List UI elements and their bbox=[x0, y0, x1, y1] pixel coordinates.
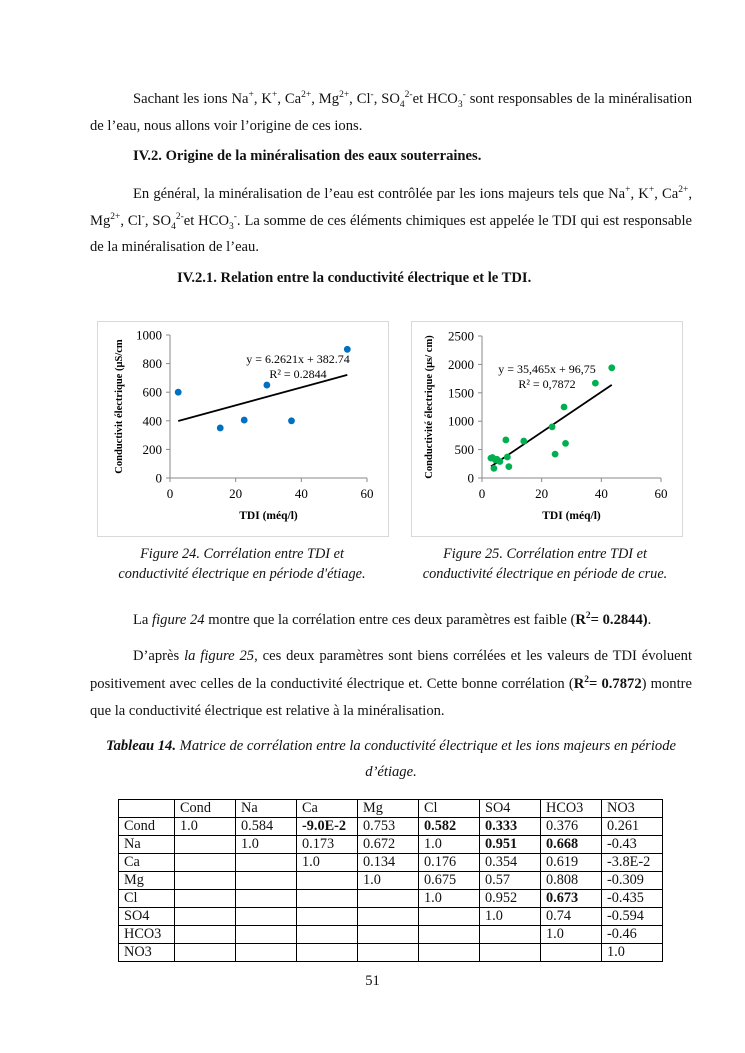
table-row bbox=[119, 890, 663, 908]
caption-line: conductivité électrique en période d'étiage. bbox=[118, 566, 366, 582]
table-cell: -0.594 bbox=[602, 908, 663, 926]
text-run: Tableau 14. bbox=[106, 738, 177, 754]
table-cell: 1.0 bbox=[480, 908, 541, 926]
data-point bbox=[552, 451, 559, 458]
table-row bbox=[119, 818, 663, 836]
x-tick-label: 40 bbox=[294, 486, 308, 501]
text-run: - bbox=[233, 211, 237, 222]
table-header-cell: HCO3 bbox=[541, 800, 602, 818]
text-run: , Cl bbox=[120, 212, 142, 229]
table-cell bbox=[358, 944, 419, 962]
text-run: ) montre que la conductivité électrique est relative à la minéralisation. bbox=[90, 675, 692, 719]
table-cell bbox=[175, 908, 236, 926]
x-axis-label: TDI (méq/l) bbox=[542, 510, 601, 522]
text-run: - bbox=[462, 90, 466, 101]
table-header-cell bbox=[119, 800, 175, 818]
table-cell bbox=[419, 944, 480, 962]
text-run: , Mg bbox=[90, 186, 692, 229]
text-run: , K bbox=[253, 91, 272, 107]
data-point bbox=[505, 463, 512, 470]
paragraph-figure-24 bbox=[90, 607, 692, 634]
table-cell bbox=[480, 926, 541, 944]
paragraph-ions bbox=[90, 86, 692, 139]
text-run: En général, la minéralisation de l’eau est contrôlée par les ions majeurs tels que Na bbox=[133, 186, 626, 202]
data-point bbox=[502, 437, 509, 444]
correlation-table bbox=[118, 799, 663, 962]
table-row-label: HCO3 bbox=[119, 926, 175, 944]
table-cell: 0.951 bbox=[480, 836, 541, 854]
caption-line: Figure 25. Corrélation entre TDI et bbox=[443, 546, 647, 562]
table-cell bbox=[480, 944, 541, 962]
table-row-label: Cl bbox=[119, 890, 175, 908]
table-header-cell: Cond bbox=[175, 800, 236, 818]
text-run: 2- bbox=[404, 90, 413, 101]
text-run: la figure 25 bbox=[184, 648, 255, 664]
figure-25-caption bbox=[400, 544, 690, 584]
text-run: Sachant les ions Na bbox=[133, 91, 249, 107]
text-run: sont responsables de la minéralisation de l’eau, nous allons voir l’origine de ces ions. bbox=[90, 91, 693, 134]
text-run: La bbox=[133, 612, 153, 628]
paragraph-tdi bbox=[90, 181, 692, 261]
table-cell bbox=[358, 890, 419, 908]
table-cell: 0.582 bbox=[419, 818, 480, 836]
data-point bbox=[217, 425, 224, 432]
text-run: 2+ bbox=[339, 90, 350, 101]
text-run: figure 24 bbox=[152, 612, 205, 628]
table-cell: 1.0 bbox=[297, 854, 358, 872]
table-cell: 0.673 bbox=[541, 890, 602, 908]
figure-25-chart bbox=[411, 321, 683, 537]
text-run: = 0.7872 bbox=[589, 675, 642, 692]
table-cell bbox=[541, 944, 602, 962]
data-point bbox=[175, 389, 182, 396]
data-point bbox=[520, 438, 527, 445]
table-cell: 0.354 bbox=[480, 854, 541, 872]
data-point bbox=[549, 423, 556, 430]
text-run: . La somme de ces éléments chimiques est appelée le TDI qui est responsable de la minéralisation de l’eau. bbox=[90, 212, 692, 255]
table-header-row bbox=[119, 800, 663, 818]
y-tick-label: 500 bbox=[454, 442, 474, 458]
section-heading-iv21: IV.2.1. Relation entre la conductivité électrique et le TDI. bbox=[177, 270, 532, 286]
table-cell: 1.0 bbox=[175, 818, 236, 836]
table-cell: -9.0E-2 bbox=[297, 818, 358, 836]
table-header-cell: Ca bbox=[297, 800, 358, 818]
table-cell bbox=[297, 890, 358, 908]
table-cell: 0.134 bbox=[358, 854, 419, 872]
caption-line: conductivité électrique en période de crue. bbox=[422, 566, 668, 582]
x-tick-label: 20 bbox=[229, 486, 243, 501]
text-run: 2+ bbox=[678, 185, 689, 196]
table-cell: 0.74 bbox=[541, 908, 602, 926]
text-run: 2- bbox=[175, 211, 184, 222]
table-row bbox=[119, 854, 663, 872]
table-cell: 0.675 bbox=[419, 872, 480, 890]
table-cell: 0.952 bbox=[480, 890, 541, 908]
table-cell bbox=[236, 926, 297, 944]
y-tick-label: 800 bbox=[142, 356, 162, 372]
text-run: 2 bbox=[584, 674, 590, 685]
table-cell: 0.176 bbox=[419, 854, 480, 872]
table-cell bbox=[236, 890, 297, 908]
text-run: Matrice de corrélation entre la conductivité électrique et les ions majeurs en période d’étiage. bbox=[176, 738, 676, 780]
table-cell bbox=[358, 908, 419, 926]
r-squared-label: R² = 0,7872 bbox=[518, 377, 576, 391]
text-run: , Mg bbox=[311, 91, 340, 107]
text-run: , ces deux paramètres sont biens corrélées et les valeurs de TDI évoluent positivement avec celles de la conductivité électrique et. Cette bonne corrélation ( bbox=[90, 648, 693, 692]
table-cell: -0.46 bbox=[602, 926, 663, 944]
equation-label: y = 35,465x + 96,75 bbox=[498, 362, 596, 376]
data-point bbox=[241, 417, 248, 424]
table-cell bbox=[358, 926, 419, 944]
table-row-label: Mg bbox=[119, 872, 175, 890]
data-point bbox=[288, 417, 295, 424]
table-cell bbox=[236, 854, 297, 872]
text-run: 2 bbox=[585, 611, 591, 622]
y-tick-label: 2500 bbox=[448, 328, 474, 344]
text-run: , SO bbox=[144, 212, 172, 229]
scatter-chart-crue bbox=[412, 322, 682, 536]
table-header-cell: Mg bbox=[358, 800, 419, 818]
data-point bbox=[562, 440, 569, 447]
y-axis-label: Conductivit électrique (µS/cm bbox=[114, 339, 125, 474]
table-cell: 0.584 bbox=[236, 818, 297, 836]
table-row-label: Cond bbox=[119, 818, 175, 836]
text-run: R bbox=[573, 675, 585, 692]
table-cell: 1.0 bbox=[358, 872, 419, 890]
table-cell: 1.0 bbox=[236, 836, 297, 854]
text-run: 2+ bbox=[301, 90, 312, 101]
table-cell bbox=[297, 908, 358, 926]
text-run: - bbox=[141, 211, 145, 222]
y-tick-label: 400 bbox=[142, 413, 162, 429]
x-tick-label: 0 bbox=[478, 486, 486, 501]
text-run: , Ca bbox=[654, 186, 679, 202]
table-row-label: Na bbox=[119, 836, 175, 854]
data-point bbox=[561, 404, 568, 411]
table-row bbox=[119, 872, 663, 890]
data-point bbox=[504, 454, 511, 461]
table-cell: 0.57 bbox=[480, 872, 541, 890]
table-cell bbox=[236, 908, 297, 926]
table-row-label: SO4 bbox=[119, 908, 175, 926]
text-run: , K bbox=[630, 186, 649, 202]
text-run: R bbox=[575, 612, 586, 628]
text-run: = 0.2844) bbox=[590, 612, 648, 628]
table-cell: 0.333 bbox=[480, 818, 541, 836]
y-tick-label: 0 bbox=[155, 470, 162, 486]
x-axis-label: TDI (méq/l) bbox=[239, 510, 298, 522]
table-cell: 1.0 bbox=[602, 944, 663, 962]
table-cell bbox=[419, 908, 480, 926]
text-run: 4 bbox=[171, 221, 176, 232]
table-cell bbox=[419, 926, 480, 944]
text-run: + bbox=[625, 185, 631, 196]
text-run: montre que la corrélation entre ces deux paramètres est faible ( bbox=[204, 612, 576, 628]
y-tick-label: 0 bbox=[467, 470, 474, 486]
paragraph-figure-25 bbox=[90, 643, 692, 726]
text-run: + bbox=[648, 185, 655, 196]
table-cell: 1.0 bbox=[419, 836, 480, 854]
data-point bbox=[497, 458, 504, 465]
r-squared-label: R² = 0.2844 bbox=[269, 367, 327, 381]
table-row bbox=[119, 836, 663, 854]
x-tick-label: 0 bbox=[166, 486, 174, 501]
data-point bbox=[592, 380, 599, 387]
table-cell: 0.619 bbox=[541, 854, 602, 872]
text-run: 3 bbox=[229, 221, 234, 232]
table-cell: -0.435 bbox=[602, 890, 663, 908]
table-cell bbox=[297, 926, 358, 944]
y-tick-label: 2000 bbox=[448, 356, 474, 372]
text-run: 3 bbox=[457, 99, 463, 110]
y-tick-label: 1000 bbox=[136, 327, 162, 343]
trendline bbox=[178, 375, 347, 421]
table-cell: 0.173 bbox=[297, 836, 358, 854]
table-cell: 1.0 bbox=[541, 926, 602, 944]
data-point bbox=[608, 364, 615, 371]
data-point bbox=[491, 465, 498, 472]
x-tick-label: 60 bbox=[654, 486, 668, 501]
table-row-label: NO3 bbox=[119, 944, 175, 962]
text-run: , Ca bbox=[277, 91, 302, 107]
page-number: 51 bbox=[365, 973, 380, 989]
text-run: , SO bbox=[373, 91, 400, 107]
y-tick-label: 1000 bbox=[448, 413, 474, 429]
table-cell bbox=[236, 872, 297, 890]
y-tick-label: 600 bbox=[142, 384, 162, 400]
table-row bbox=[119, 926, 663, 944]
table-cell: 0.808 bbox=[541, 872, 602, 890]
table-header-cell: Cl bbox=[419, 800, 480, 818]
text-run: + bbox=[248, 90, 254, 101]
table-cell: -0.43 bbox=[602, 836, 663, 854]
table-cell: -3.8E-2 bbox=[602, 854, 663, 872]
table-cell bbox=[175, 836, 236, 854]
figure-24-chart bbox=[97, 321, 389, 537]
table-header-cell: Na bbox=[236, 800, 297, 818]
text-run: 4 bbox=[399, 99, 405, 110]
section-heading-iv2: IV.2. Origine de la minéralisation des eaux souterraines. bbox=[133, 148, 482, 164]
y-tick-label: 1500 bbox=[448, 385, 474, 401]
y-tick-label: 200 bbox=[142, 441, 162, 457]
text-run: - bbox=[370, 90, 374, 101]
table-cell: -0.309 bbox=[602, 872, 663, 890]
table-cell bbox=[175, 926, 236, 944]
text-run: , Cl bbox=[349, 91, 371, 107]
table-cell bbox=[175, 854, 236, 872]
data-point bbox=[263, 382, 270, 389]
table-cell: 0.668 bbox=[541, 836, 602, 854]
table-caption bbox=[90, 733, 692, 785]
table-cell bbox=[175, 890, 236, 908]
text-run: 2+ bbox=[110, 211, 121, 222]
table-cell: 0.261 bbox=[602, 818, 663, 836]
table-header-cell: NO3 bbox=[602, 800, 663, 818]
table-cell: 1.0 bbox=[419, 890, 480, 908]
text-run: et HCO bbox=[412, 91, 458, 107]
table-row bbox=[119, 944, 663, 962]
text-run: . bbox=[647, 612, 652, 628]
y-axis-label: Conductivité électrique (µs/ cm) bbox=[424, 335, 435, 479]
figure-24-caption bbox=[97, 544, 387, 584]
table-cell bbox=[297, 872, 358, 890]
x-tick-label: 20 bbox=[535, 486, 549, 501]
table-cell bbox=[175, 872, 236, 890]
scatter-chart-etiage bbox=[98, 322, 388, 536]
table-cell bbox=[297, 944, 358, 962]
table-header-cell: SO4 bbox=[480, 800, 541, 818]
caption-line: Figure 24. Corrélation entre TDI et bbox=[140, 546, 344, 562]
x-tick-label: 40 bbox=[594, 486, 608, 501]
table-cell bbox=[236, 944, 297, 962]
table-cell bbox=[175, 944, 236, 962]
x-tick-label: 60 bbox=[360, 486, 374, 501]
text-run: et HCO bbox=[183, 212, 229, 229]
equation-label: y = 6.2621x + 382.74 bbox=[246, 352, 350, 366]
text-run: D’après bbox=[133, 648, 185, 664]
table-cell: 0.672 bbox=[358, 836, 419, 854]
table-row bbox=[119, 908, 663, 926]
text-run: + bbox=[271, 90, 278, 101]
table-cell: 0.376 bbox=[541, 818, 602, 836]
table-row-label: Ca bbox=[119, 854, 175, 872]
table-cell: 0.753 bbox=[358, 818, 419, 836]
